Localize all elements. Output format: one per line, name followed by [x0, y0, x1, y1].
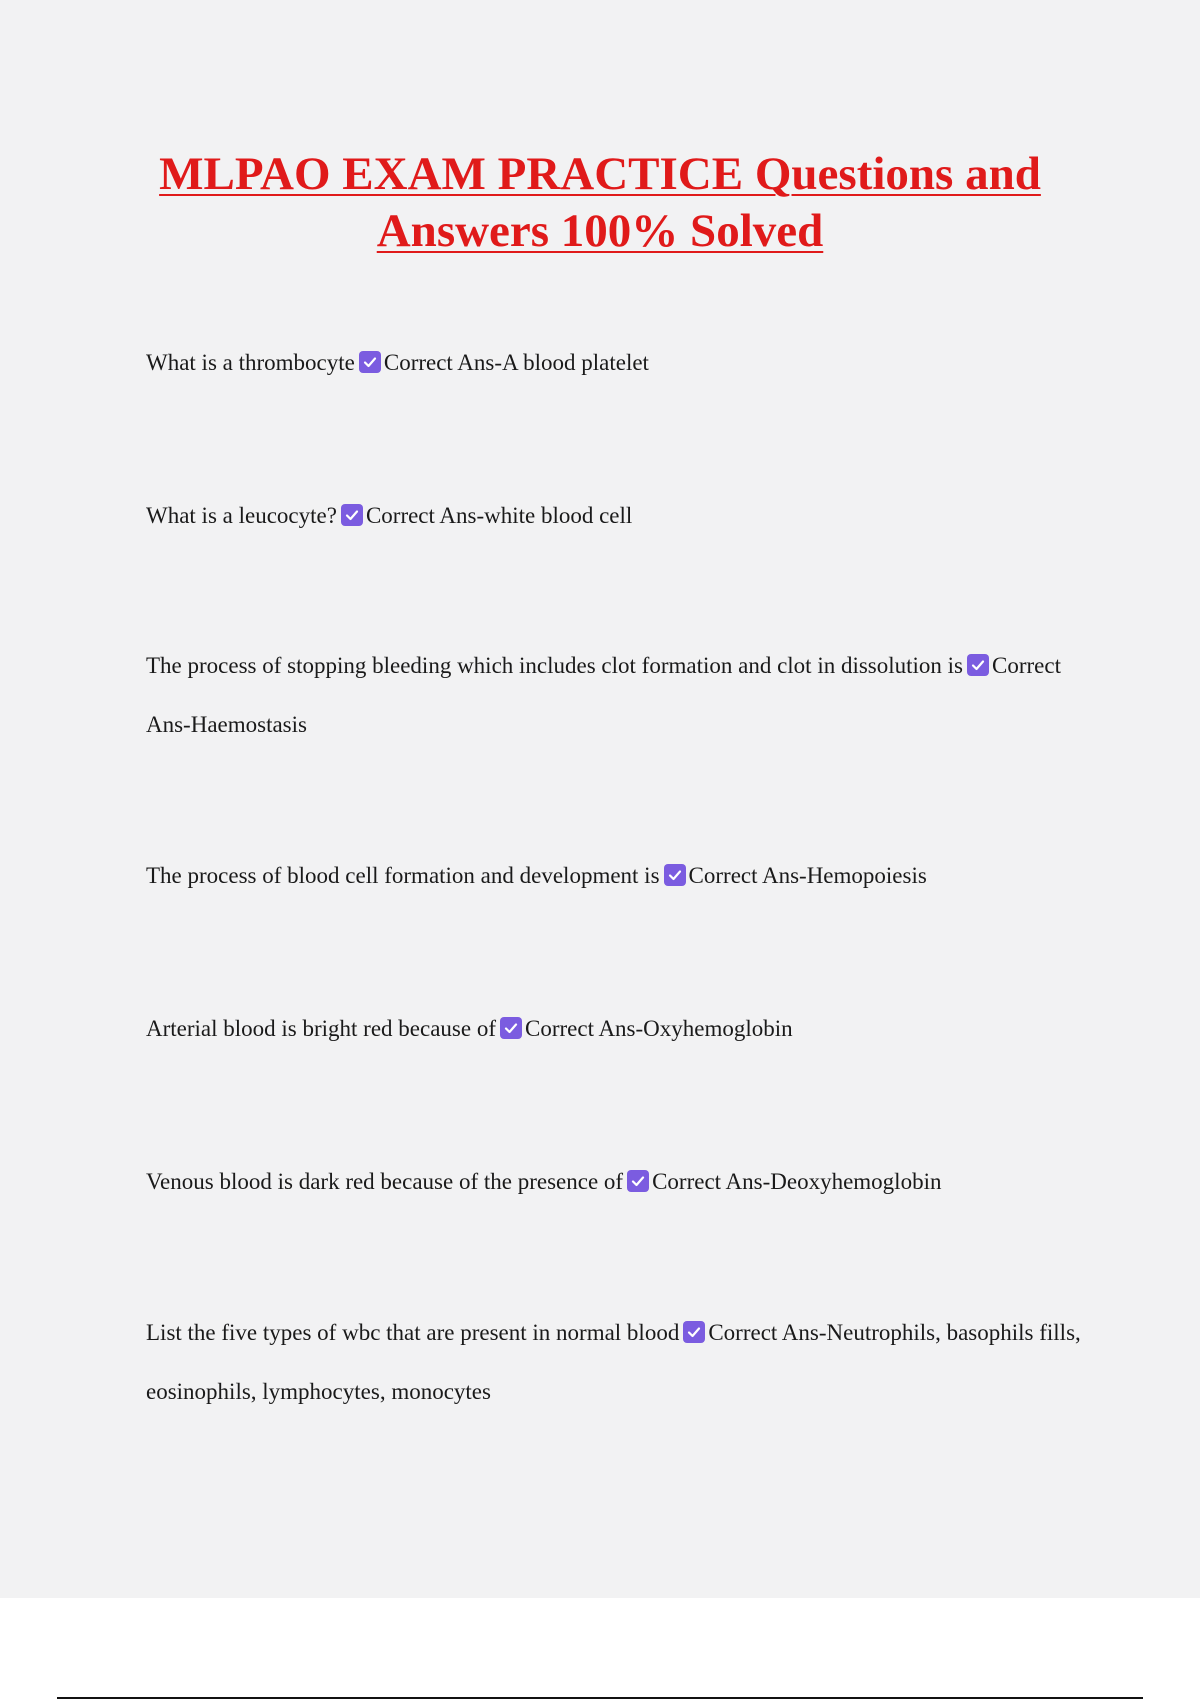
- answer-text: Correct Ans-Hemopoiesis: [688, 863, 927, 888]
- qa-item-3: [146, 636, 1086, 754]
- check-box-icon: [627, 1170, 649, 1192]
- question-text: The process of stopping bleeding which includes clot formation and clot in dissolution is: [146, 653, 964, 678]
- qa-item-2: [146, 486, 1086, 545]
- footer-divider: [57, 1697, 1143, 1699]
- document-title: MLPAO EXAM PRACTICE Questions and Answers 100% Solved: [159, 148, 1041, 257]
- question-text: What is a thrombocyte: [146, 350, 355, 375]
- check-box-icon: [683, 1321, 705, 1343]
- answer-text: Correct Ans-white blood cell: [365, 503, 633, 528]
- answer-text: Correct Ans-Oxyhemoglobin: [525, 1016, 793, 1041]
- question-text: List the five types of wbc that are present in normal blood: [146, 1320, 680, 1345]
- answer-text: Correct Ans-A blood platelet: [383, 350, 649, 375]
- check-box-icon: [664, 864, 686, 886]
- question-text: Arterial blood is bright red because of: [146, 1016, 496, 1041]
- question-text: What is a leucocyte?: [146, 503, 337, 528]
- qa-item-4: [146, 846, 1086, 905]
- question-text: Venous blood is dark red because of the presence of: [146, 1169, 624, 1194]
- check-box-icon: [967, 654, 989, 676]
- qa-item-6: [146, 1152, 1086, 1211]
- qa-item-5: [146, 999, 1086, 1058]
- answer-text: Correct Ans-Deoxyhemoglobin: [652, 1169, 942, 1194]
- question-text: The process of blood cell formation and development is: [146, 863, 660, 888]
- check-box-icon: [359, 351, 381, 373]
- check-box-icon: [500, 1017, 522, 1039]
- answer-text: Correct Ans-Haemostasis: [146, 653, 1061, 737]
- check-box-icon: [341, 504, 363, 526]
- qa-item-1: [146, 333, 1086, 392]
- qa-item-7: [146, 1303, 1086, 1421]
- answer-text: Correct Ans-Neutrophils, basophils fills, eosinophils, lymphocytes, monocytes: [146, 1320, 1081, 1404]
